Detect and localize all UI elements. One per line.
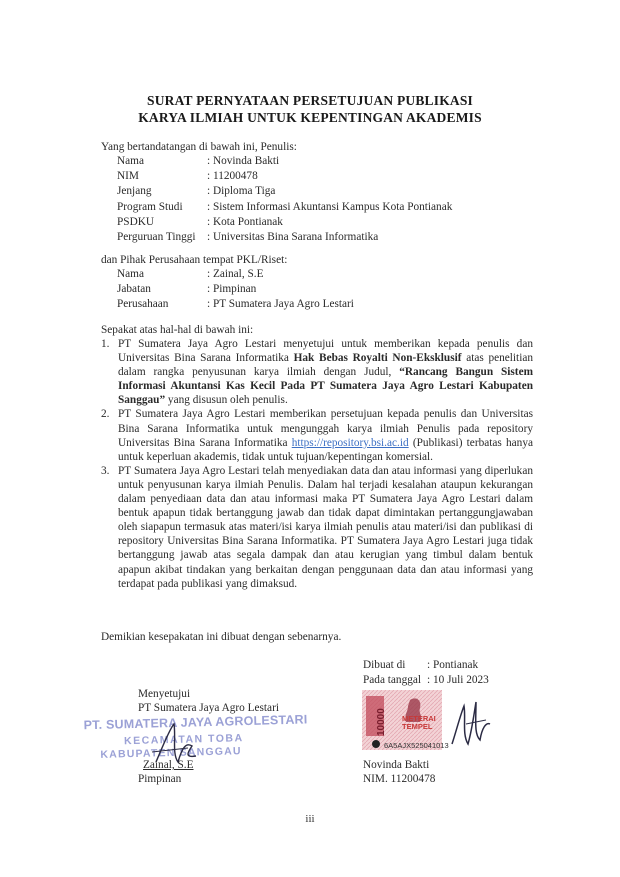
document-title-line1: SURAT PERNYATAAN PERSETUJUAN PUBLIKASI bbox=[146, 93, 474, 108]
party-row-jabatan: Jabatan : Pimpinan bbox=[117, 283, 257, 296]
party-row-name: Nama : Zainal, S.E bbox=[117, 268, 264, 280]
agreement-item-3: 3. PT Sumatera Jaya Agro Lestari telah menyediakan data dan atau informasi yang diperlukan untuk penyusunan karya ilmiah Penulis. Dalam hal terjadi kesalahan ataupun kekurangan dalam penyediaan data dan atau informasi maka PT Sumatera Jaya Agro Lestari dalam bentuk apapun tidak bertanggung jawab dan tidak dapat dimintakan pertanggungjawaban oleh siapapun termasuk atas materi/isi karya ilmiah penulis atau materi/isi dan publikasi di repository Universitas Bina Sarana Informatika. PT Sumatera Jaya Agro Lestari juga tidak bertanggung jawab atas segala dampak dan atau kerugian yang timbul dalam bentuk apapun akibat tindakan yang berkaitan dengan penggunaan data dan atau informasi yang terdapat pada publikasi yang dimaksud. bbox=[101, 464, 533, 590]
approve-label: Menyetujui bbox=[138, 688, 191, 700]
right-signer-name: Novinda Bakti bbox=[363, 759, 430, 771]
writer-row-prodi: Program Studi : Sistem Informasi Akuntansi Kampus Kota Pontianak bbox=[117, 200, 453, 213]
writer-row-nim: NIM : 11200478 bbox=[117, 170, 258, 183]
intro-text: Yang bertandatangan di bawah ini, Penulis: bbox=[101, 141, 297, 153]
writer-row-pt: Perguruan Tinggi : Universitas Bina Sarana Informatika bbox=[117, 231, 379, 244]
closing-text: Demikian kesepakatan ini dibuat dengan sebenarnya. bbox=[101, 631, 342, 643]
party-intro-text: dan Pihak Perusahaan tempat PKL/Riset: bbox=[101, 254, 288, 266]
left-signer-role: Pimpinan bbox=[138, 773, 182, 785]
meterai-value: 10000 bbox=[376, 708, 387, 736]
meterai-label: METERAI TEMPEL bbox=[402, 714, 436, 731]
right-signer-nim: NIM. 11200478 bbox=[363, 773, 436, 785]
agreement-item-1: 1. PT Sumatera Jaya Agro Lestari menyetujui untuk memberikan kepada penulis dan Universitas Bina Sarana Informatika Hak Bebas Royalti Non-Eksklusif atas penelitian dalam rangka penyusunan karya ilmiah dengan Judul, “Rancang Bangun Sistem Informasi Akuntansi Kas Kecil Pada PT Sumatera Jaya Agro Lestari Kabupaten Sanggau” yang disusun oleh penulis. bbox=[101, 338, 534, 407]
approve-company: PT Sumatera Jaya Agro Lestari bbox=[138, 702, 279, 714]
party-details bbox=[117, 267, 354, 313]
writer-row-jenjang: Jenjang : Diploma Tiga bbox=[117, 185, 276, 198]
page-number: iii bbox=[305, 813, 315, 825]
right-signature-icon bbox=[446, 694, 496, 756]
agreement-list bbox=[101, 337, 533, 591]
writer-row-name: Nama : Novinda Bakti bbox=[117, 155, 280, 167]
company-stamp: PT. SUMATERA JAYA AGROLESTARI KECAMATAN TOBA KABUPATEN SANGGAU bbox=[83, 712, 308, 761]
agreement-item-2: 2. PT Sumatera Jaya Agro Lestari memberikan persetujuan kepada penulis dan Universitas Bina Sarana Informatika untuk mengunggah karya ilmiah Penulis pada repository Universitas Bina Sarana Informatika https://repository.bsi.ac.id (Publikasi) terbatas hanya untuk keperluan akademis, tidak untuk tujuan/kepentingan komersial. bbox=[101, 408, 533, 463]
agree-intro-text: Sepakat atas hal-hal di bawah ini: bbox=[101, 324, 254, 336]
left-signer-name: Zainal, S.E bbox=[143, 759, 194, 771]
meterai-code: 6A5AJX525041013 bbox=[384, 741, 449, 750]
date-row: Pada tanggal : 10 Juli 2023 bbox=[363, 674, 489, 686]
writer-details bbox=[117, 154, 452, 245]
document-title-line2: KARYA ILMIAH UNTUK KEPENTINGAN AKADEMIS bbox=[138, 110, 482, 125]
writer-row-psdku: PSDKU : Kota Pontianak bbox=[117, 215, 283, 228]
repository-link[interactable]: https://repository.bsi.ac.id bbox=[291, 436, 409, 449]
party-row-company: Perusahaan : PT Sumatera Jaya Agro Lestari bbox=[117, 298, 354, 311]
place-row: Dibuat di : Pontianak bbox=[363, 659, 479, 671]
